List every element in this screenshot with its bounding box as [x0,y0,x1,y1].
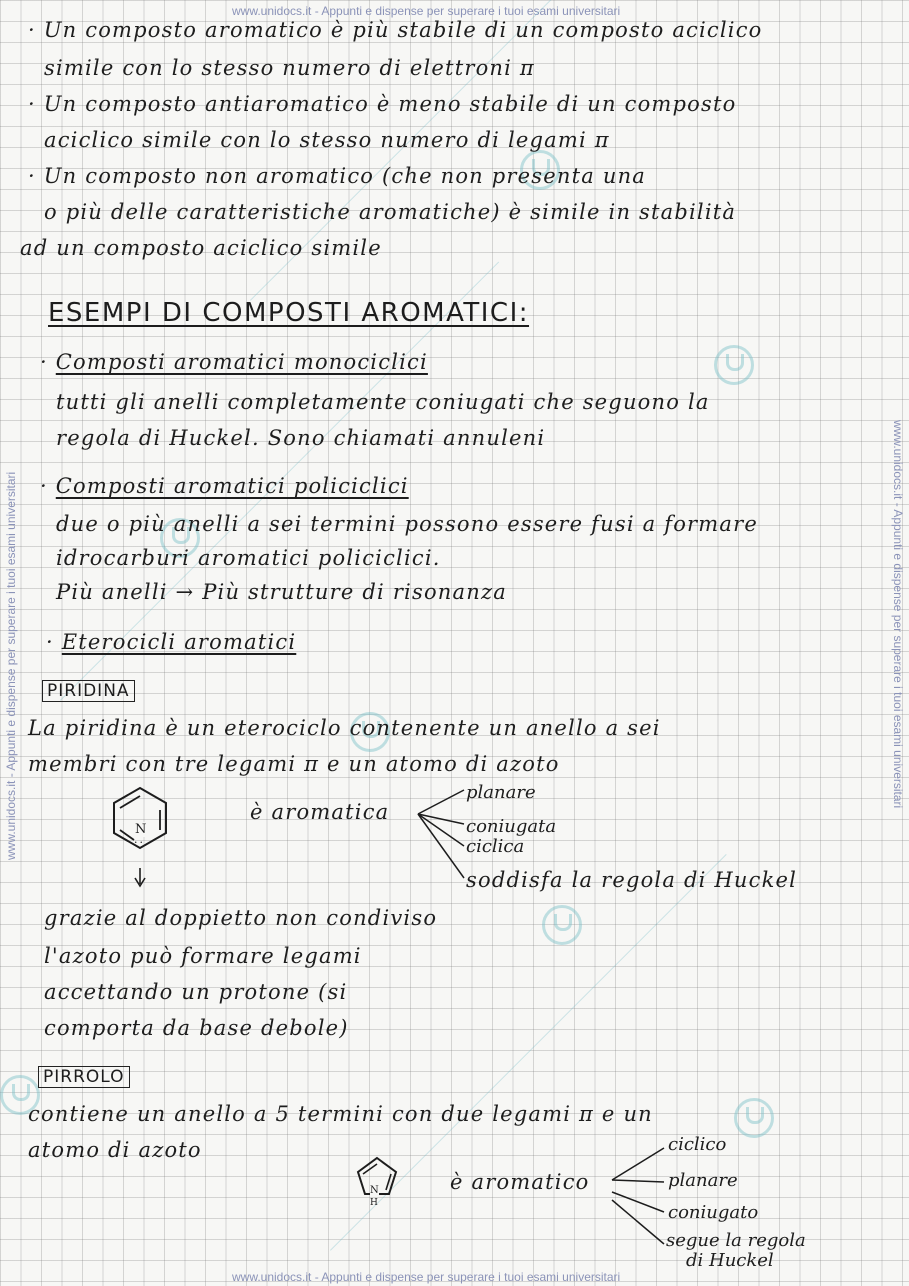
pirrolo-label: PIRROLO [38,1066,130,1088]
watermark-logo-icon [714,345,754,385]
pirrolo-property: segue la regola [666,1230,806,1251]
pyridine-atom-n: N [135,822,147,837]
pyrrole-atom-n: N [370,1185,379,1196]
monociclici-heading-text: Composti aromatici monociclici [55,350,428,374]
intro-line: · Un composto aromatico è più stabile di un composto aciclico [28,18,763,42]
pirrolo-branch-arrows [608,1140,670,1250]
piridina-property: ciclica [466,836,525,857]
pirrolo-property: ciclico [668,1134,727,1155]
section-title: ESEMPI DI COMPOSTI AROMATICI: [48,298,530,328]
eterocicli-heading-text: Eterocicli aromatici [61,630,297,654]
piridina-note: comporta da base debole) [44,1016,349,1040]
piridina-branch-arrows [412,780,472,890]
pirrolo-is-aromatic: è aromatico [450,1170,590,1194]
monociclici-line: tutti gli anelli completamente coniugati che seguono la [56,390,710,414]
policiclici-line: idrocarburi aromatici policiclici. [56,546,441,570]
pyrrole-atom-h: H [370,1198,378,1208]
pyridine-lone-pair: ·· [134,836,145,849]
intro-line: aciclico simile con lo stesso numero di legami π [44,128,610,152]
piridina-is-aromatic: è aromatica [250,800,390,824]
policiclici-heading: · Composti aromatici policiclici [40,474,409,498]
eterocicli-heading: · Eterocicli aromatici [46,630,297,654]
piridina-line: La piridina è un eterociclo contenente un anello a sei [28,716,661,740]
watermark-logo-icon [734,1098,774,1138]
intro-line: · Un composto antiaromatico è meno stabile di un composto [28,92,737,116]
policiclici-heading-text: Composti aromatici policiclici [55,474,409,498]
watermark-bottom: www.unidocs.it - Appunti e dispense per superare i tuoi esami universitari [232,1270,621,1284]
intro-line: · Un composto non aromatico (che non presenta una [28,164,647,188]
piridina-property: coniugata [466,816,557,837]
pirrolo-property: coniugato [668,1202,759,1223]
pirrolo-property: di Huckel [686,1250,774,1271]
monociclici-line: regola di Huckel. Sono chiamati annuleni [56,426,546,450]
watermark-logo-icon [542,905,582,945]
piridina-note: l'azoto può formare legami [44,944,362,968]
piridina-note: accettando un protone (si [44,980,348,1004]
intro-line: o più delle caratteristiche aromatiche) è simile in stabilità [44,200,737,224]
intro-line: ad un composto aciclico simile [20,236,382,260]
monociclici-heading: · Composti aromatici monociclici [40,350,428,374]
piridina-property: soddisfa la regola di Huckel [466,868,798,892]
watermark-right: www.unidocs.it - Appunti e dispense per superare i tuoi esami universitari [891,420,905,809]
piridina-label: PIRIDINA [42,680,135,702]
pirrolo-line: contiene un anello a 5 termini con due legami π e un [28,1102,653,1126]
policiclici-line: due o più anelli a sei termini possono essere fusi a formare [56,512,758,536]
piridina-property: planare [466,782,536,803]
watermark-top: www.unidocs.it - Appunti e dispense per superare i tuoi esami universitari [232,4,621,18]
piridina-note: grazie al doppietto non condiviso [44,906,438,930]
watermark-left: www.unidocs.it - Appunti e dispense per superare i tuoi esami universitari [4,471,18,860]
intro-line: simile con lo stesso numero di elettroni π [44,56,535,80]
pirrolo-line: atomo di azoto [28,1138,202,1162]
pirrolo-property: planare [668,1170,738,1191]
piridina-line: membri con tre legami π e un atomo di azoto [28,752,560,776]
policiclici-line: Più anelli → Più strutture di risonanza [56,580,507,604]
